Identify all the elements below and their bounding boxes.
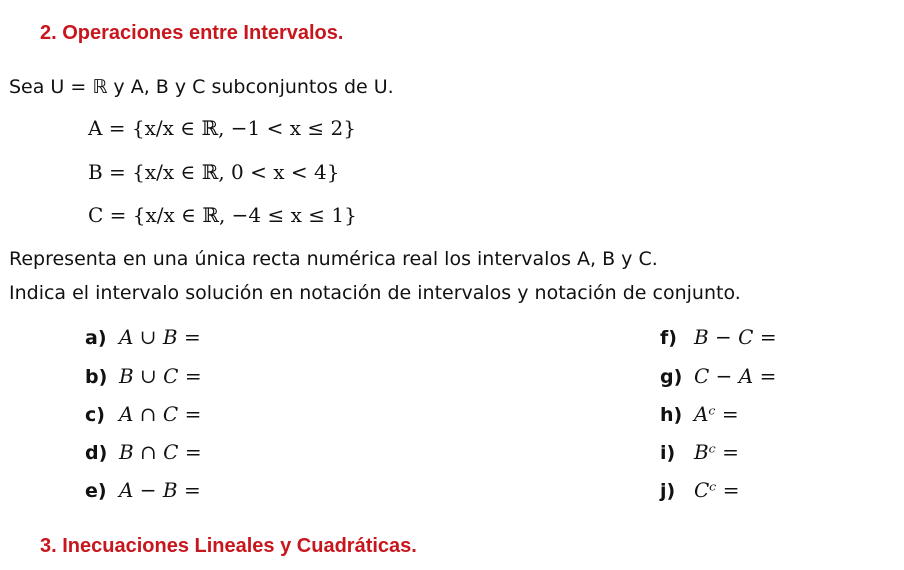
exercise-d xyxy=(85,440,202,465)
exercise-c xyxy=(85,402,201,427)
exercise-expression: C − A = xyxy=(694,364,777,388)
exercise-j xyxy=(660,478,739,503)
exercise-label: d) xyxy=(85,442,108,464)
exercise-label: g) xyxy=(660,366,683,388)
exercise-b xyxy=(85,364,202,389)
exercise-label: b) xyxy=(85,366,108,388)
exercise-expression: A ∩ C = xyxy=(119,402,202,426)
set-c-definition: C = {x/x ∈ ℝ, −4 ≤ x ≤ 1} xyxy=(88,203,357,227)
instruction-line-2: Indica el intervalo solución en notación de intervalos y notación de conjunto. xyxy=(9,282,741,304)
exercise-expression: Bᶜ = xyxy=(694,440,739,464)
set-a-definition: A = {x/x ∈ ℝ, −1 < x ≤ 2} xyxy=(88,116,356,140)
exercise-h xyxy=(660,402,739,427)
exercise-g xyxy=(660,364,776,389)
exercise-i xyxy=(660,440,739,465)
exercise-expression: A − B = xyxy=(119,478,201,502)
exercise-expression: A ∪ B = xyxy=(119,325,201,349)
exercise-label: e) xyxy=(85,480,107,502)
exercise-label: c) xyxy=(85,404,105,426)
exercise-expression: Cᶜ = xyxy=(694,478,740,502)
exercise-label: a) xyxy=(85,327,107,349)
intro-text: Sea U = ℝ y A, B y C subconjuntos de U. xyxy=(9,76,394,98)
section-3-title: 3. Inecuaciones Lineales y Cuadráticas. xyxy=(40,535,417,557)
section-2-title: 2. Operaciones entre Intervalos. xyxy=(40,22,344,44)
exercise-expression: Aᶜ = xyxy=(694,402,739,426)
exercise-expression: B ∪ C = xyxy=(119,364,202,388)
set-b-definition: B = {x/x ∈ ℝ, 0 < x < 4} xyxy=(88,160,340,184)
exercise-e xyxy=(85,478,201,503)
exercise-label: i) xyxy=(660,442,676,464)
exercise-expression: B ∩ C = xyxy=(119,440,202,464)
exercise-label: j) xyxy=(660,480,676,502)
exercise-expression: B − C = xyxy=(694,325,777,349)
exercise-a xyxy=(85,325,201,350)
exercise-label: h) xyxy=(660,404,683,426)
exercise-label: f) xyxy=(660,327,677,349)
exercise-f xyxy=(660,325,777,350)
instruction-line-1: Representa en una única recta numérica real los intervalos A, B y C. xyxy=(9,248,658,270)
